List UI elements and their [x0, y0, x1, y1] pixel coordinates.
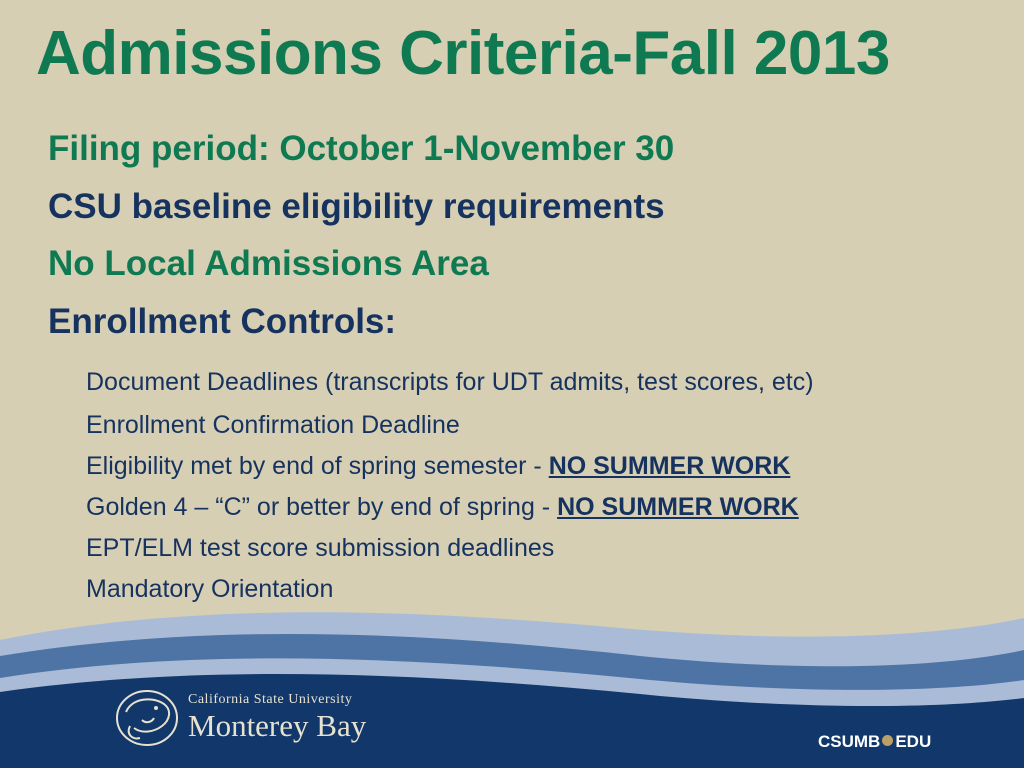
subitem-text: EPT/ELM test score submission deadlines — [86, 534, 555, 562]
subitem-text: Mandatory Orientation — [86, 575, 334, 603]
bullet-csu-baseline: CSU baseline eligibility requirements — [48, 187, 665, 226]
subitem-golden-4 — [86, 493, 799, 522]
csumb-right-text: EDU — [895, 732, 932, 751]
dot-separator — [882, 735, 893, 746]
subitem-eligibility — [86, 452, 790, 481]
bullet-enrollment-controls: Enrollment Controls: — [48, 302, 397, 341]
csumb-left-text: CSUMB — [818, 732, 881, 751]
no-summer-work-emphasis: NO SUMMER WORK — [548, 452, 791, 480]
logo-campus-name: Monterey Bay — [188, 708, 367, 743]
no-summer-work-emphasis: NO SUMMER WORK — [557, 493, 799, 521]
logo-university-name: California State University — [188, 692, 353, 707]
subitem-enrollment-confirmation — [86, 411, 460, 440]
csumb-otter-seal-icon — [112, 686, 182, 748]
csumb-edu-mark — [818, 732, 931, 752]
subitem-text: Eligibility met by end of spring semester - — [86, 452, 549, 480]
bullet-local-admissions: No Local Admissions Area — [48, 244, 489, 283]
csumb-logo — [112, 686, 372, 752]
bullet-filing-period: Filing period: October 1-November 30 — [48, 129, 675, 168]
subitem-text: Golden 4 – “C” or better by end of spring - — [86, 493, 558, 521]
subitem-text: Document Deadlines (transcripts for UDT admits, test scores, etc) — [86, 368, 814, 396]
subitem-ept-elm — [86, 534, 554, 563]
subitem-document-deadlines — [86, 368, 814, 397]
slide-title: Admissions Criteria-Fall 2013 — [36, 19, 890, 88]
subitem-text: Enrollment Confirmation Deadline — [86, 411, 460, 439]
